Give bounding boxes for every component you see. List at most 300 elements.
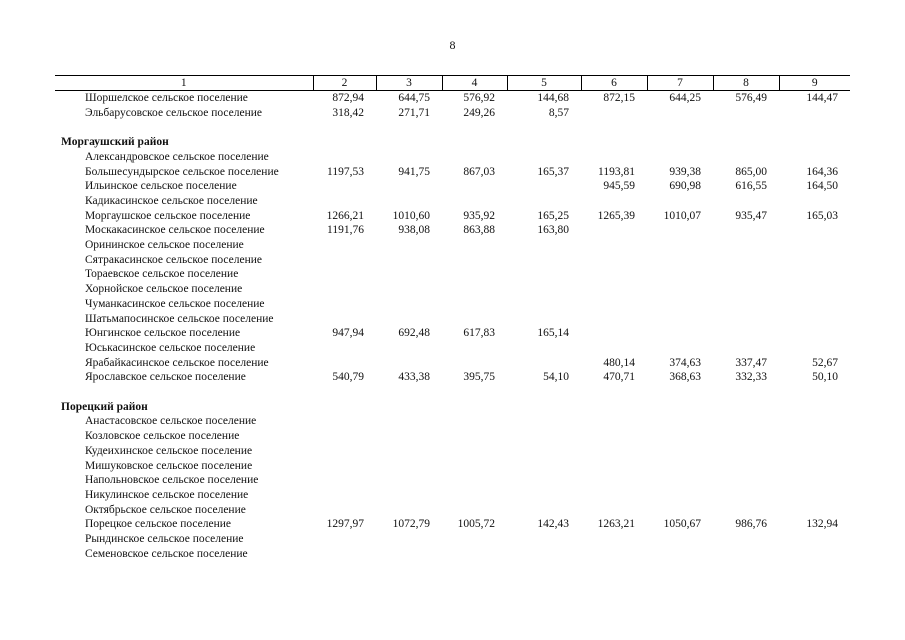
value-cell [376,429,442,444]
table-row [55,473,850,488]
value-cell: 52,67 [812,356,838,369]
value-cell [507,150,581,165]
value-cell [581,488,647,503]
value-cell: 863,88 [463,224,495,237]
value-cell [313,503,376,518]
value-cell: 576,92 [463,92,495,104]
value-cell [713,194,779,209]
value-cell: 332,33 [735,371,767,384]
value-cell [581,444,647,459]
value-cell [779,532,850,547]
value-cell: 368,63 [669,371,701,384]
settlement-name: Большесундырское сельское поселение [85,165,279,178]
value-cell [647,312,713,327]
value-cell [713,282,779,297]
value-cell [779,106,850,121]
page-number: 8 [449,38,456,52]
value-cell [713,444,779,459]
settlement-name: Юнгинское сельское поселение [85,327,241,340]
value-cell: 144,68 [537,92,569,104]
value-cell [713,238,779,253]
value-cell [581,297,647,312]
value-cell [647,414,713,429]
settlement-name: Чуманкасинское сельское поселение [85,297,265,310]
settlement-name: Кадикасинское сельское поселение [85,194,258,207]
value-cell [713,503,779,518]
value-cell [442,356,507,371]
value-cell: 690,98 [669,180,701,193]
value-cell [647,473,713,488]
table-row [55,238,850,253]
value-cell [313,253,376,268]
table-row [55,282,850,297]
value-cell: 1010,60 [392,209,430,222]
value-cell: 374,63 [669,356,701,369]
value-cell [647,106,713,121]
value-cell [442,473,507,488]
settlement-name: Моргаушское сельское поселение [85,209,251,222]
value-cell [581,473,647,488]
value-cell [313,532,376,547]
value-cell [313,429,376,444]
value-cell [647,532,713,547]
value-cell: 941,75 [398,165,430,178]
value-cell [581,326,647,341]
value-cell [313,356,376,371]
value-cell [507,547,581,562]
settlement-name: Орининское сельское поселение [85,239,244,252]
value-cell [779,414,850,429]
value-cell [647,326,713,341]
table-row [55,223,850,238]
settlement-name: Напольновское сельское поселение [85,474,259,487]
table-row [55,267,850,282]
value-cell [442,267,507,282]
value-cell: 872,94 [332,92,364,104]
value-cell: 1266,21 [326,209,364,222]
value-cell [376,267,442,282]
table-row [55,297,850,312]
value-cell [779,341,850,356]
value-cell [713,473,779,488]
table-row [55,91,850,106]
value-cell [647,503,713,518]
value-cell [581,106,647,121]
value-cell [376,414,442,429]
value-cell [507,297,581,312]
value-cell [376,341,442,356]
table-row [55,459,850,474]
value-cell [713,547,779,562]
value-cell: 935,92 [463,209,495,222]
value-cell [647,488,713,503]
value-cell [647,297,713,312]
value-cell [376,253,442,268]
value-cell [376,459,442,474]
settlement-name: Козловское сельское поселение [85,430,240,443]
value-cell [376,179,442,194]
settlement-name: Анастасовское сельское поселение [85,415,257,428]
value-cell [442,297,507,312]
value-cell [581,238,647,253]
table-row [55,414,850,429]
data-table [55,75,850,561]
table-row [55,532,850,547]
value-cell: 945,59 [603,180,635,193]
spacer-row [55,120,850,135]
table-row [55,150,850,165]
value-cell [647,150,713,165]
value-cell [442,253,507,268]
value-cell [713,312,779,327]
value-cell: 249,26 [463,106,495,119]
settlement-name: Шатьмапосинское сельское поселение [85,312,274,325]
value-cell: 644,75 [398,92,430,104]
settlement-name: Порецкое сельское поселение [85,518,232,531]
value-cell: 616,55 [735,180,767,193]
district-heading: Порецкий район [61,400,148,413]
value-cell [779,312,850,327]
value-cell [779,503,850,518]
value-cell [313,444,376,459]
settlement-name: Эльбарусовское сельское поселение [85,106,263,119]
column-header: 7 [647,76,713,91]
settlement-name: Хорнойское сельское поселение [85,283,243,296]
value-cell: 54,10 [543,371,569,384]
value-cell: 872,15 [603,92,635,104]
value-cell [442,341,507,356]
value-cell [581,150,647,165]
settlement-name: Октябрьское сельское поселение [85,503,246,516]
value-cell: 164,36 [806,165,838,178]
value-cell: 318,42 [332,106,364,119]
value-cell [376,297,442,312]
value-cell [313,297,376,312]
value-cell: 644,25 [669,92,701,104]
value-cell [313,150,376,165]
value-cell [713,267,779,282]
value-cell: 8,57 [548,106,569,119]
settlement-name: Семеновское сельское поселение [85,547,248,560]
value-cell [779,267,850,282]
value-cell [647,194,713,209]
column-header: 3 [376,76,442,91]
table-body [55,91,850,562]
value-cell [647,267,713,282]
value-cell: 337,47 [735,356,767,369]
column-header: 5 [507,76,581,91]
value-cell [779,223,850,238]
settlement-name: Шоршелское сельское поселение [85,92,248,104]
table-row [55,444,850,459]
value-cell: 480,14 [603,356,635,369]
value-cell [647,238,713,253]
column-header: 4 [442,76,507,91]
value-cell [507,282,581,297]
value-cell [779,547,850,562]
spacer-cell [55,120,850,135]
value-cell: 867,03 [463,165,495,178]
settlement-name: Мишуковское сельское поселение [85,459,253,472]
value-cell [376,356,442,371]
value-cell [581,282,647,297]
value-cell [713,297,779,312]
value-cell [779,194,850,209]
district-heading: Моргаушский район [61,136,169,149]
column-header: 1 [55,76,313,91]
value-cell [581,223,647,238]
value-cell [507,267,581,282]
value-cell [647,429,713,444]
value-cell [779,238,850,253]
value-cell [376,503,442,518]
value-cell [442,312,507,327]
header-row [55,76,850,91]
value-cell [507,429,581,444]
value-cell [647,444,713,459]
value-cell: 164,50 [806,180,838,193]
value-cell [376,282,442,297]
table-row [55,488,850,503]
table-row [55,341,850,356]
table-row [55,106,850,121]
value-cell: 144,47 [806,92,838,104]
column-header: 8 [713,76,779,91]
spacer-row [55,385,850,400]
value-cell: 939,38 [669,165,701,178]
value-cell [779,444,850,459]
value-cell [581,253,647,268]
value-cell [442,503,507,518]
value-cell [581,459,647,474]
value-cell [376,312,442,327]
value-cell: 1265,39 [597,209,635,222]
value-cell [313,179,376,194]
value-cell: 165,25 [537,209,569,222]
value-cell [313,194,376,209]
value-cell [313,238,376,253]
value-cell [442,282,507,297]
value-cell [713,459,779,474]
value-cell: 692,48 [398,327,430,340]
settlement-name: Ярославское сельское поселение [85,371,246,384]
value-cell [779,253,850,268]
value-cell: 165,03 [806,209,838,222]
settlement-name: Никулинское сельское поселение [85,488,249,501]
value-cell: 935,47 [735,209,767,222]
value-cell [442,459,507,474]
value-cell [779,282,850,297]
table-row [55,503,850,518]
value-cell [442,238,507,253]
value-cell: 433,38 [398,371,430,384]
table-row [55,370,850,385]
value-cell [581,503,647,518]
value-cell [713,429,779,444]
value-cell [779,150,850,165]
value-cell [581,312,647,327]
value-cell [507,341,581,356]
value-cell [647,253,713,268]
settlement-name: Ярабайкасинское сельское поселение [85,356,269,369]
settlement-name: Кудеихинское сельское поселение [85,444,253,457]
value-cell [581,267,647,282]
value-cell [442,488,507,503]
value-cell [376,238,442,253]
value-cell: 1193,81 [598,165,635,178]
value-cell [376,532,442,547]
value-cell: 576,49 [735,92,767,104]
value-cell: 163,80 [537,224,569,237]
value-cell [507,503,581,518]
table-row [55,194,850,209]
value-cell [779,488,850,503]
value-cell [376,150,442,165]
value-cell: 271,71 [398,106,430,119]
settlement-name: Тораевское сельское поселение [85,268,239,281]
table-row [55,429,850,444]
value-cell: 1072,79 [392,518,430,531]
table-row [55,312,850,327]
settlement-name: Ильинское сельское поселение [85,180,237,193]
value-cell: 1297,97 [326,518,364,531]
value-cell [376,194,442,209]
value-cell [779,326,850,341]
table-row [55,547,850,562]
column-header: 9 [779,76,850,91]
value-cell [442,532,507,547]
value-cell: 165,37 [537,165,569,178]
column-header: 2 [313,76,376,91]
value-cell [507,444,581,459]
value-cell [647,223,713,238]
settlement-name: Рындинское сельское поселение [85,533,244,546]
value-cell [581,414,647,429]
value-cell [507,488,581,503]
value-cell: 395,75 [463,371,495,384]
table-row [55,253,850,268]
value-cell [713,488,779,503]
value-cell [581,194,647,209]
value-cell [713,326,779,341]
district-heading-row [55,135,850,150]
value-cell [581,341,647,356]
settlement-name: Москакасинское сельское поселение [85,224,265,237]
value-cell [313,341,376,356]
district-heading-row [55,400,850,415]
value-cell: 165,14 [537,327,569,340]
value-cell [313,547,376,562]
value-cell [313,267,376,282]
value-cell: 1197,53 [327,165,364,178]
value-cell [313,473,376,488]
value-cell [376,444,442,459]
value-cell: 1005,72 [457,518,495,531]
value-cell [581,429,647,444]
value-cell [779,473,850,488]
table-row [55,356,850,371]
value-cell [713,414,779,429]
value-cell [507,253,581,268]
value-cell: 142,43 [537,518,569,531]
value-cell [507,238,581,253]
value-cell [713,150,779,165]
value-cell [581,547,647,562]
value-cell [647,282,713,297]
value-cell: 865,00 [735,165,767,178]
value-cell [507,532,581,547]
value-cell [313,488,376,503]
value-cell: 470,71 [603,371,635,384]
table-row [55,326,850,341]
value-cell [442,547,507,562]
value-cell: 1191,76 [327,224,364,237]
value-cell [313,459,376,474]
value-cell [713,532,779,547]
value-cell: 1050,67 [663,518,701,531]
table-row [55,165,850,180]
table-row [55,517,850,532]
value-cell [713,341,779,356]
value-cell [779,297,850,312]
value-cell [313,282,376,297]
value-cell [713,223,779,238]
value-cell [713,253,779,268]
value-cell: 1010,07 [663,209,701,222]
value-cell: 947,94 [332,327,364,340]
value-cell: 1263,21 [597,518,635,531]
value-cell [507,194,581,209]
value-cell [442,429,507,444]
value-cell [442,444,507,459]
value-cell [779,459,850,474]
value-cell: 540,79 [332,371,364,384]
spacer-cell [55,385,850,400]
value-cell [507,473,581,488]
value-cell [442,179,507,194]
value-cell [507,459,581,474]
value-cell [713,106,779,121]
value-cell [376,473,442,488]
value-cell: 617,83 [463,327,495,340]
settlement-name: Сятракасинское сельское поселение [85,253,262,266]
value-cell [313,414,376,429]
settlement-name: Александровское сельское поселение [85,150,269,163]
table-row [55,209,850,224]
table-row [55,179,850,194]
value-cell [581,532,647,547]
value-cell [647,547,713,562]
value-cell [376,547,442,562]
column-header: 6 [581,76,647,91]
settlement-name: Юськасинское сельское поселение [85,341,256,354]
value-cell: 938,08 [398,224,430,237]
value-cell [647,459,713,474]
value-cell [313,312,376,327]
value-cell: 986,76 [735,518,767,531]
value-cell [507,312,581,327]
value-cell [442,150,507,165]
value-cell [507,356,581,371]
value-cell [442,414,507,429]
value-cell [507,179,581,194]
value-cell: 132,94 [806,518,838,531]
value-cell [507,414,581,429]
value-cell [647,341,713,356]
value-cell [442,194,507,209]
value-cell [376,488,442,503]
value-cell [779,429,850,444]
